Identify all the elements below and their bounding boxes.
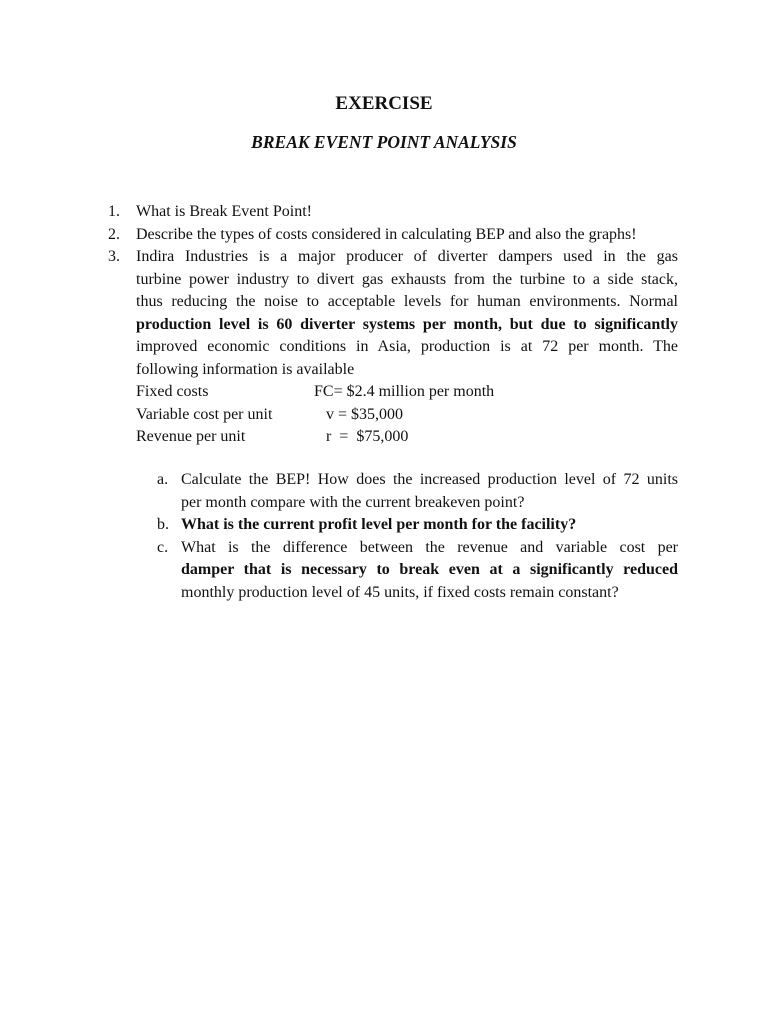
subquestion-line: What is the difference between the revenue and variable cost per (181, 538, 678, 556)
info-value: FC= $2.4 million per month (314, 383, 495, 400)
question-line: improved economic conditions in Asia, production is at 72 per month. The (136, 338, 678, 355)
question-item (108, 224, 678, 247)
subquestion-line: What is the current profit level per month for the facility? (181, 516, 577, 533)
subquestion-letter: a. (157, 471, 169, 488)
info-row-variable-cost (136, 404, 678, 427)
subquestion-item (157, 469, 678, 514)
subquestion-list (157, 469, 678, 604)
subquestion-line: monthly production level of 45 units, if fixed costs remain constant? (181, 583, 619, 601)
info-label: Variable cost per unit (136, 405, 273, 423)
question-line: following information is available (136, 360, 355, 378)
info-row-revenue (136, 426, 678, 449)
subquestion-letter: b. (157, 516, 169, 533)
document-subtitle: BREAK EVENT POINT ANALYSIS (251, 132, 517, 152)
question-text: Describe the types of costs considered in calculating BEP and also the graphs! (136, 225, 637, 243)
question-text: What is Break Event Point! (136, 203, 312, 220)
info-value: v = $35,000 (326, 405, 404, 423)
question-line: turbine power industry to divert gas exhausts from the turbine to a side stack, (136, 270, 678, 288)
question-item (108, 201, 678, 224)
question-item (108, 246, 678, 449)
subquestion-item (157, 537, 678, 605)
info-value: r = $75,000 (326, 428, 409, 445)
subquestion-letter: c. (157, 538, 169, 556)
subquestion-item (157, 514, 678, 537)
question-number: 1. (108, 203, 120, 220)
question-list (108, 201, 678, 449)
question-number: 2. (108, 225, 120, 243)
subquestion-line: damper that is necessary to break even at a significantly reduced (181, 561, 678, 578)
question-line: production level is 60 diverter systems per month, but due to significantly (136, 315, 678, 333)
subquestion-line: per month compare with the current breakeven point? (181, 493, 525, 511)
document-title: EXERCISE (335, 93, 433, 114)
info-row-fixed-costs (136, 381, 678, 404)
question-number: 3. (108, 248, 120, 265)
question-line: thus reducing the noise to acceptable levels for human environments. Normal (136, 293, 678, 310)
subquestion-line: Calculate the BEP! How does the increased production level of 72 units (181, 471, 678, 488)
question-line: Indira Industries is a major producer of diverter dampers used in the gas (136, 248, 678, 265)
info-label: Fixed costs (136, 383, 209, 400)
info-label: Revenue per unit (136, 428, 246, 445)
